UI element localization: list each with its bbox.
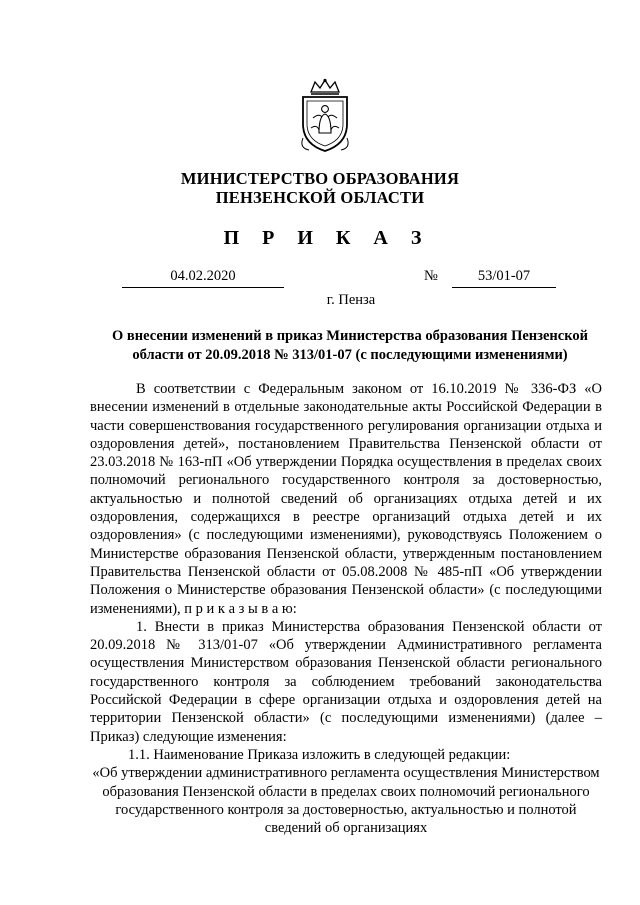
ministry-name-line2: ПЕНЗЕНСКОЙ ОБЛАСТИ bbox=[215, 188, 425, 207]
quoted-title: «Об утверждении административного регламента осуществления Министерством образования Пензенской области в пределах своих полномочий регионального государственного контроля за достоверностью, актуальностью и полнотой сведений об организациях bbox=[92, 765, 600, 837]
coat-of-arms-icon bbox=[297, 78, 353, 154]
order-body bbox=[90, 380, 602, 837]
city: г. Пенза bbox=[326, 292, 376, 308]
item-1: 1. Внести в приказ Министерства образования Пензенской области от 20.09.2018 № 313/01-07 «Об утверждении Административного регламента осуществления Министерством образования Пензенской области регионального государственного контроля за соблюдением требований законодательства Российской Федерации в сфере организации отдыха и оздоровления детей на территории Пензенской области» (с последующими изменениями) (далее – Приказ) следующие изменения: bbox=[90, 618, 602, 745]
order-number: 53/01-07 bbox=[477, 268, 531, 284]
ministry-name-line1: МИНИСТЕРСТВО ОБРАЗОВАНИЯ bbox=[180, 169, 460, 188]
intro-paragraph: В соответствии с Федеральным законом от 16.10.2019 № 336-ФЗ «О внесении изменений в отдельные законодательные акты Российской Федерации в части совершенствования государственного регулирования организации отдыха и оздоровления детей», постановлением Правительства Пензенской области от 23.03.2018 № 163-пП «Об утверждении Порядка осуществления в пределах своих полномочий регионального государственного контроля за достоверностью, актуальностью и полнотой сведений об организациях отдыха детей и их оздоровления, содержащихся в реестре организаций отдыха детей и их оздоровления» (с последующими изменениями), руководствуясь Положением о Министерстве образования Пензенской области, утвержденным постановлением Правительства Пензенской области от 05.08.2008 № 485-пП «Об утверждении Положения о Министерстве образования Пензенской области» (с последующими изменениями), п р и к а з ы в а ю: bbox=[90, 381, 602, 617]
item-1-1: 1.1. Наименование Приказа изложить в следующей редакции: bbox=[128, 746, 511, 763]
date-underline bbox=[122, 287, 284, 288]
order-date: 04.02.2020 bbox=[170, 268, 236, 284]
order-title: О внесении изменений в приказ Министерства образования Пензенской области от 20.09.2018 № 313/01-07 (с последующими изменениями) bbox=[112, 328, 588, 363]
number-sign: № bbox=[424, 268, 438, 284]
document-type: П Р И К А З bbox=[223, 227, 431, 249]
number-underline bbox=[452, 287, 556, 288]
